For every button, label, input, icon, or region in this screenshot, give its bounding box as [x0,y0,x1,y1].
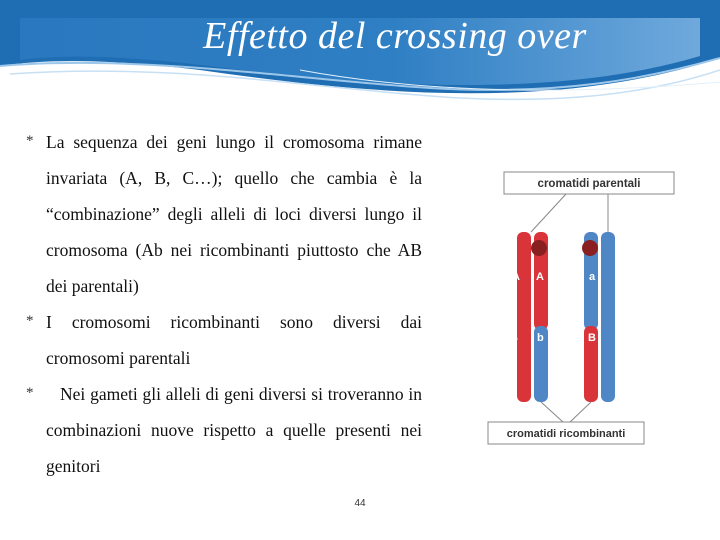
chromatid-blue-4 [601,232,615,402]
slide-title: Effetto del crossing over [203,15,587,57]
centromere [582,240,598,256]
crossing-over-diagram [458,160,708,460]
connector-line [541,402,563,422]
bullet-list [26,124,422,484]
page-number: 44 [354,498,366,509]
bullet-item [26,304,422,376]
chromatid-red-1 [517,232,531,402]
bullet-text: La sequenza dei geni lungo il cromosoma rimane invariata (A, B, C…); quello che cambia è la “combinazione” degli alleli di loci diversi lungo il cromosoma (Ab nei ricombinanti piuttosto che AB dei parentali) [46,132,422,296]
allele-label: B [510,332,518,344]
allele-label: a [618,271,625,283]
bullet-text: I cromosomi ricombinanti sono diversi dai cromosomi parentali [46,312,422,368]
centromere [531,240,547,256]
bullet-marker: * [26,313,34,329]
allele-label: b [537,332,544,344]
allele-label: B [588,332,596,344]
top-label: cromatidi parentali [537,178,641,190]
allele-label: A [512,271,520,283]
bullet-marker: * [26,133,34,149]
connector-line [570,402,591,422]
allele-label: A [536,271,544,283]
bullet-item [26,376,422,484]
connector-line [531,194,566,232]
bullet-marker: * [26,385,34,401]
allele-label: a [589,271,596,283]
allele-label: b [617,341,624,353]
bullet-item [26,124,422,304]
bottom-label: cromatidi ricombinanti [506,428,626,440]
bullet-text: Nei gameti gli alleli di geni diversi si troveranno in combinazioni nuove rispetto a quelle presenti nei genitori [46,384,422,476]
